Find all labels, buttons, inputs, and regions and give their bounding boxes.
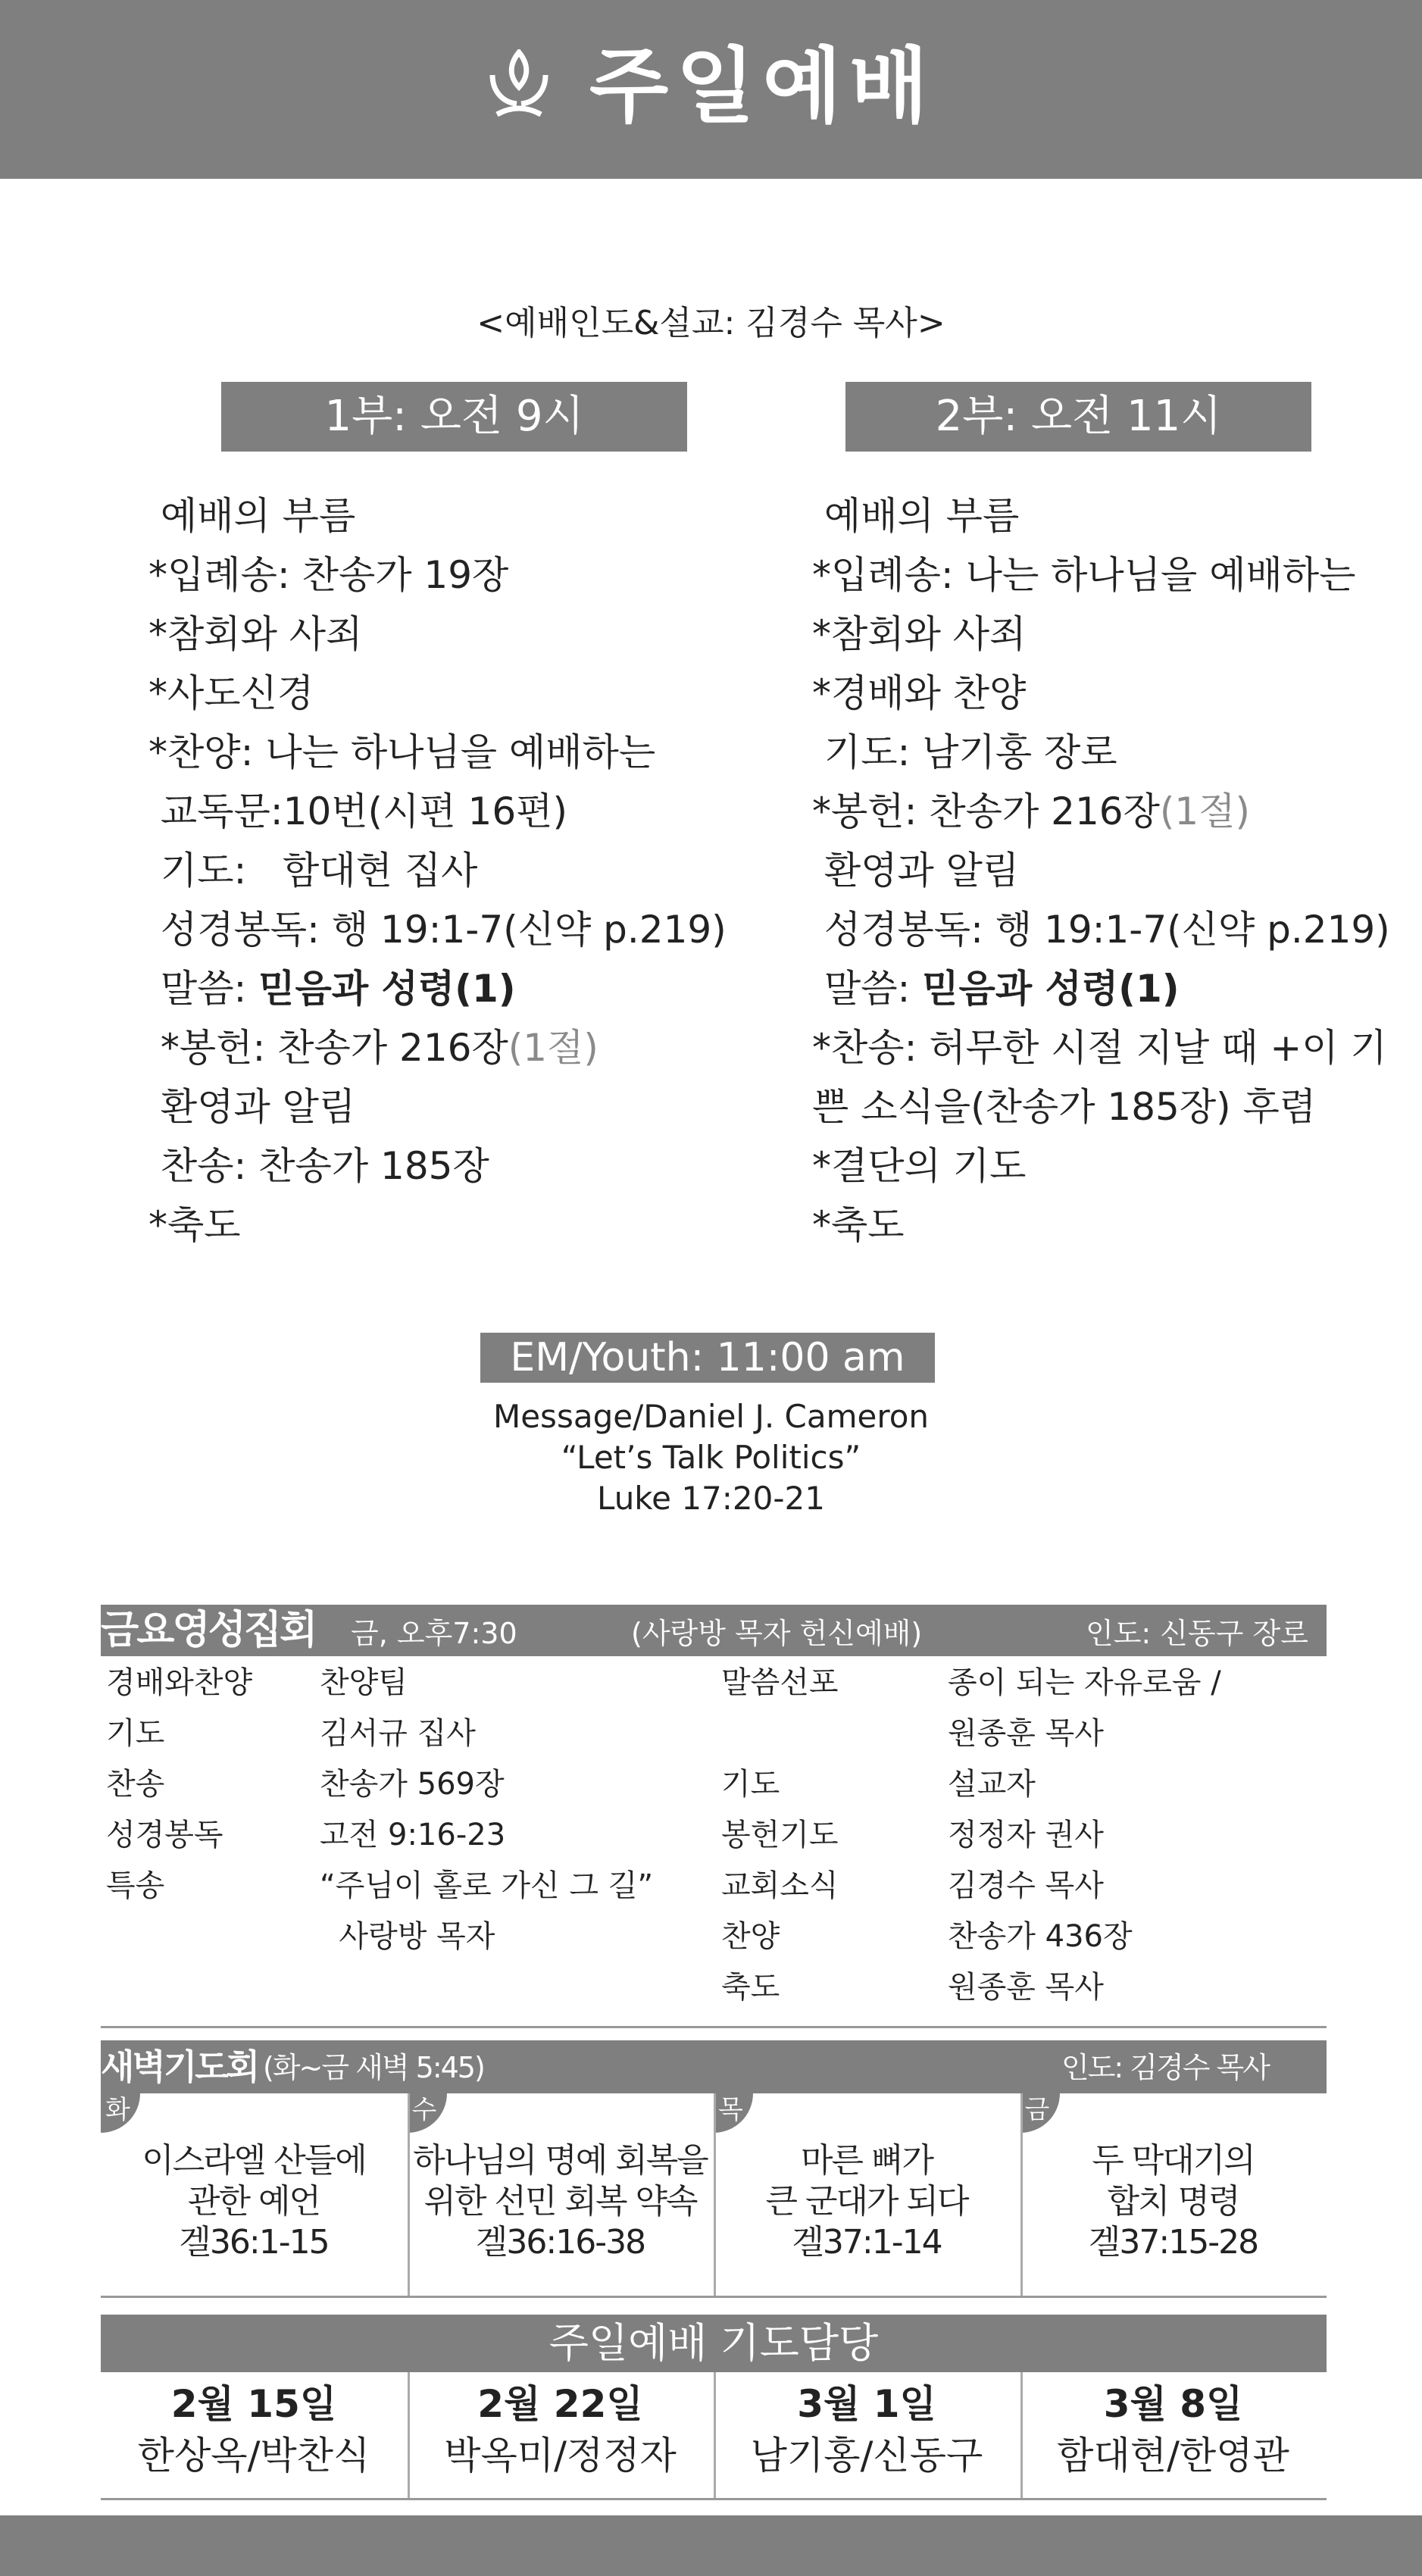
friday-note: (사랑방 목자 헌신예배) [631, 1617, 923, 1650]
service1-order [148, 486, 727, 1255]
order-item [148, 782, 724, 841]
order-item [812, 900, 1411, 959]
divider [101, 2296, 1327, 2298]
dawn-line2: 합치 명령 [1107, 2182, 1239, 2221]
dawn-leader: 인도: 김경수 목사 [1061, 2051, 1269, 2084]
dawn-day-cell [714, 2093, 1020, 2296]
dawn-ref: 겔37:1-14 [792, 2223, 942, 2262]
dawn-line2: 관한 예언 [187, 2182, 320, 2221]
program-value: 원종훈 목사 [948, 1970, 1104, 2005]
order-text: 예배의 부름 [812, 494, 1020, 538]
program-value: 김경수 목사 [948, 1868, 1104, 1903]
order-text: *찬양: 나는 하나님을 예배하는 [148, 730, 656, 774]
prayer-date: 3월 1일 [797, 2382, 936, 2426]
program-row [721, 1810, 1327, 1861]
leaf-flame-icon [486, 49, 552, 119]
prayer-duty-title: 주일예배 기도담당 [101, 2315, 1327, 2372]
order-text: *결단의 기도 [812, 1144, 1027, 1188]
order-item [148, 546, 724, 605]
order-text: 말씀: [812, 967, 923, 1011]
dawn-line1: 마른 뼈가 [800, 2141, 933, 2180]
service2-title: 2부: 오전 11시 [845, 382, 1311, 452]
service1-title: 1부: 오전 9시 [221, 382, 687, 452]
order-text: *입례송: 나는 하나님을 예배하는 [812, 553, 1356, 597]
column-divider [408, 2372, 410, 2498]
program-label: 찬양 [721, 1919, 780, 1954]
program-value: 김서규 집사 [320, 1716, 476, 1751]
order-item [148, 723, 724, 782]
day-tab: 목 [714, 2093, 753, 2133]
column-divider [1020, 2372, 1023, 2498]
dawn-time: (화~금 새벽 5:45) [263, 2051, 484, 2084]
order-text: *찬송: 허무한 시절 지날 때 +이 기 [812, 1026, 1387, 1070]
em-message: Message/Daniel J. Cameron [492, 1398, 930, 1435]
program-label: 말씀선포 [721, 1665, 839, 1700]
order-text: 환영과 알림 [812, 849, 1020, 893]
program-value: 찬송가 436장 [948, 1919, 1133, 1954]
order-item [812, 841, 1411, 900]
order-item [148, 1136, 724, 1196]
prayer-duty-cell [714, 2372, 1020, 2498]
day-tab: 수 [408, 2093, 447, 2133]
order-text: *봉헌: 찬송가 216장 [812, 789, 1160, 833]
em-youth-title: EM/Youth: 11:00 am [480, 1333, 935, 1383]
friday-leader: 인도: 신동구 장로 [1086, 1617, 1308, 1650]
sermon-title: 믿음과 성령(1) [922, 967, 1180, 1011]
prayer-names: 한상옥/박찬식 [137, 2434, 370, 2478]
order-text: 찬송: 찬송가 185장 [148, 1144, 489, 1188]
order-item [812, 723, 1411, 782]
program-label: 경배와찬양 [106, 1665, 253, 1700]
column-divider [408, 2093, 410, 2296]
program-label: 축도 [721, 1970, 780, 2005]
dawn-day-cell [101, 2093, 407, 2296]
sermon-title: 믿음과 성령(1) [258, 967, 516, 1011]
order-item [148, 1077, 724, 1136]
program-row [106, 1810, 712, 1861]
program-label: 교회소식 [721, 1868, 839, 1903]
program-row [721, 1861, 1327, 1912]
footer-bar [0, 2515, 1422, 2576]
program-label: 성경봉독 [106, 1818, 223, 1852]
order-text: 쁜 소식을(찬송가 185장) 후렴 [812, 1085, 1317, 1129]
page-title [0, 30, 1422, 144]
order-text: 말씀: [148, 967, 259, 1011]
order-text: *축도 [148, 1203, 241, 1247]
program-value: 종이 되는 자유로움 / [948, 1665, 1221, 1700]
order-item [148, 841, 724, 900]
divider [101, 2498, 1327, 2500]
order-item [148, 900, 727, 959]
worship-leader: <예배인도&설교: 김경수 목사> [477, 304, 945, 342]
friday-header [101, 1605, 1327, 1656]
order-item [812, 605, 1411, 664]
order-item [812, 1196, 1411, 1255]
program-label: 특송 [106, 1868, 165, 1903]
prayer-date: 3월 8일 [1103, 2382, 1243, 2426]
program-row [106, 1658, 712, 1708]
order-item [812, 1136, 1411, 1196]
order-text: 교독문:10번(시편 16편) [148, 789, 567, 833]
program-label: 봉헌기도 [721, 1818, 839, 1852]
program-row [106, 1861, 712, 1912]
order-item [812, 959, 1411, 1018]
verse-note: (1절) [1159, 789, 1251, 833]
order-item [148, 486, 724, 546]
program-row [721, 1912, 1327, 1962]
program-label: 기도 [106, 1716, 165, 1751]
program-label: 기도 [721, 1767, 780, 1802]
program-row [721, 1962, 1327, 2013]
order-item [148, 1196, 724, 1255]
order-text: 성경봉독: 행 19:1-7(신약 p.219) [148, 908, 727, 952]
column-divider [714, 2372, 716, 2498]
order-text: 성경봉독: 행 19:1-7(신약 p.219) [812, 908, 1390, 952]
prayer-duty-cell [101, 2372, 407, 2498]
dawn-ref: 겔37:15-28 [1088, 2223, 1258, 2262]
verse-note: (1절) [508, 1026, 598, 1070]
column-divider [1020, 2093, 1023, 2296]
order-item [148, 959, 724, 1018]
order-text: *참회와 사죄 [812, 612, 1027, 656]
dawn-line1: 두 막대기의 [1092, 2141, 1255, 2180]
program-row [721, 1708, 1327, 1759]
program-row [106, 1912, 712, 1962]
program-value: 찬송가 569장 [320, 1767, 505, 1802]
order-text: 예배의 부름 [148, 494, 356, 538]
order-text: 환영과 알림 [148, 1085, 356, 1129]
day-tab: 금 [1020, 2093, 1060, 2133]
dawn-ref: 겔36:16-38 [475, 2223, 645, 2262]
program-value: 사랑방 목자 [320, 1919, 495, 1954]
order-item [812, 546, 1411, 605]
prayer-names: 남기홍/신동구 [750, 2434, 983, 2478]
order-item [812, 782, 1411, 841]
order-text: *입례송: 찬송가 19장 [148, 553, 509, 597]
program-row [106, 1759, 712, 1810]
em-scripture: Luke 17:20-21 [597, 1480, 825, 1517]
program-value: 정정자 권사 [948, 1818, 1104, 1852]
dawn-day-cell [1020, 2093, 1327, 2296]
prayer-duty-cell [408, 2372, 714, 2498]
order-text: *경배와 찬양 [812, 671, 1027, 715]
order-text: *사도신경 [148, 671, 314, 715]
order-item [812, 1018, 1411, 1077]
dawn-line2: 위한 선민 회복 약속 [423, 2182, 697, 2221]
dawn-title: 새벽기도회 [101, 2046, 258, 2087]
divider [101, 2026, 1327, 2028]
dawn-line1: 하나님의 명예 회복을 [413, 2141, 708, 2180]
friday-right-list [721, 1658, 1327, 2013]
column-divider [714, 2093, 716, 2296]
order-text: *봉헌: 찬송가 216장 [148, 1026, 508, 1070]
dawn-header [101, 2040, 1327, 2093]
service2-order [812, 486, 1411, 1255]
day-tab: 화 [101, 2093, 140, 2133]
prayer-duty-cell [1020, 2372, 1327, 2498]
dawn-day-cell [408, 2093, 714, 2296]
program-row [721, 1759, 1327, 1810]
program-row [106, 1708, 712, 1759]
order-text: *축도 [812, 1203, 905, 1247]
prayer-names: 함대현/한영관 [1057, 2434, 1289, 2478]
friday-time: 금, 오후7:30 [351, 1617, 517, 1650]
prayer-date: 2월 15일 [170, 2382, 337, 2426]
order-item [812, 664, 1411, 723]
program-value: 설교자 [948, 1767, 1036, 1802]
program-value: “주님이 홀로 가신 그 길” [320, 1868, 654, 1903]
order-text: 기도: 남기홍 장로 [812, 730, 1117, 774]
dawn-ref: 겔36:1-15 [179, 2223, 329, 2262]
program-row [721, 1658, 1327, 1708]
prayer-date: 2월 22일 [477, 2382, 643, 2426]
program-value: 고전 9:16-23 [320, 1818, 506, 1852]
dawn-line2: 큰 군대가 되다 [765, 2182, 968, 2221]
prayer-names: 박옥미/정정자 [444, 2434, 677, 2478]
program-value: 원종훈 목사 [948, 1716, 1104, 1751]
friday-title: 금요영성집회 [101, 1608, 316, 1653]
order-text: 기도: 함대현 집사 [148, 849, 478, 893]
friday-left-list [106, 1658, 712, 1962]
program-value: 찬양팀 [320, 1665, 408, 1700]
em-sermon-title: “Let’s Talk Politics” [561, 1439, 861, 1476]
title-text: 주일예배 [589, 39, 936, 134]
dawn-line1: 이스라엘 산들에 [142, 2141, 366, 2180]
order-item [148, 664, 724, 723]
dawn-days [101, 2093, 1327, 2298]
order-item [812, 486, 1411, 546]
order-item [148, 1018, 724, 1077]
program-label: 찬송 [106, 1767, 165, 1802]
prayer-duty-grid [101, 2372, 1327, 2493]
order-item [148, 605, 724, 664]
order-item [812, 1077, 1411, 1136]
order-text: *참회와 사죄 [148, 612, 363, 656]
